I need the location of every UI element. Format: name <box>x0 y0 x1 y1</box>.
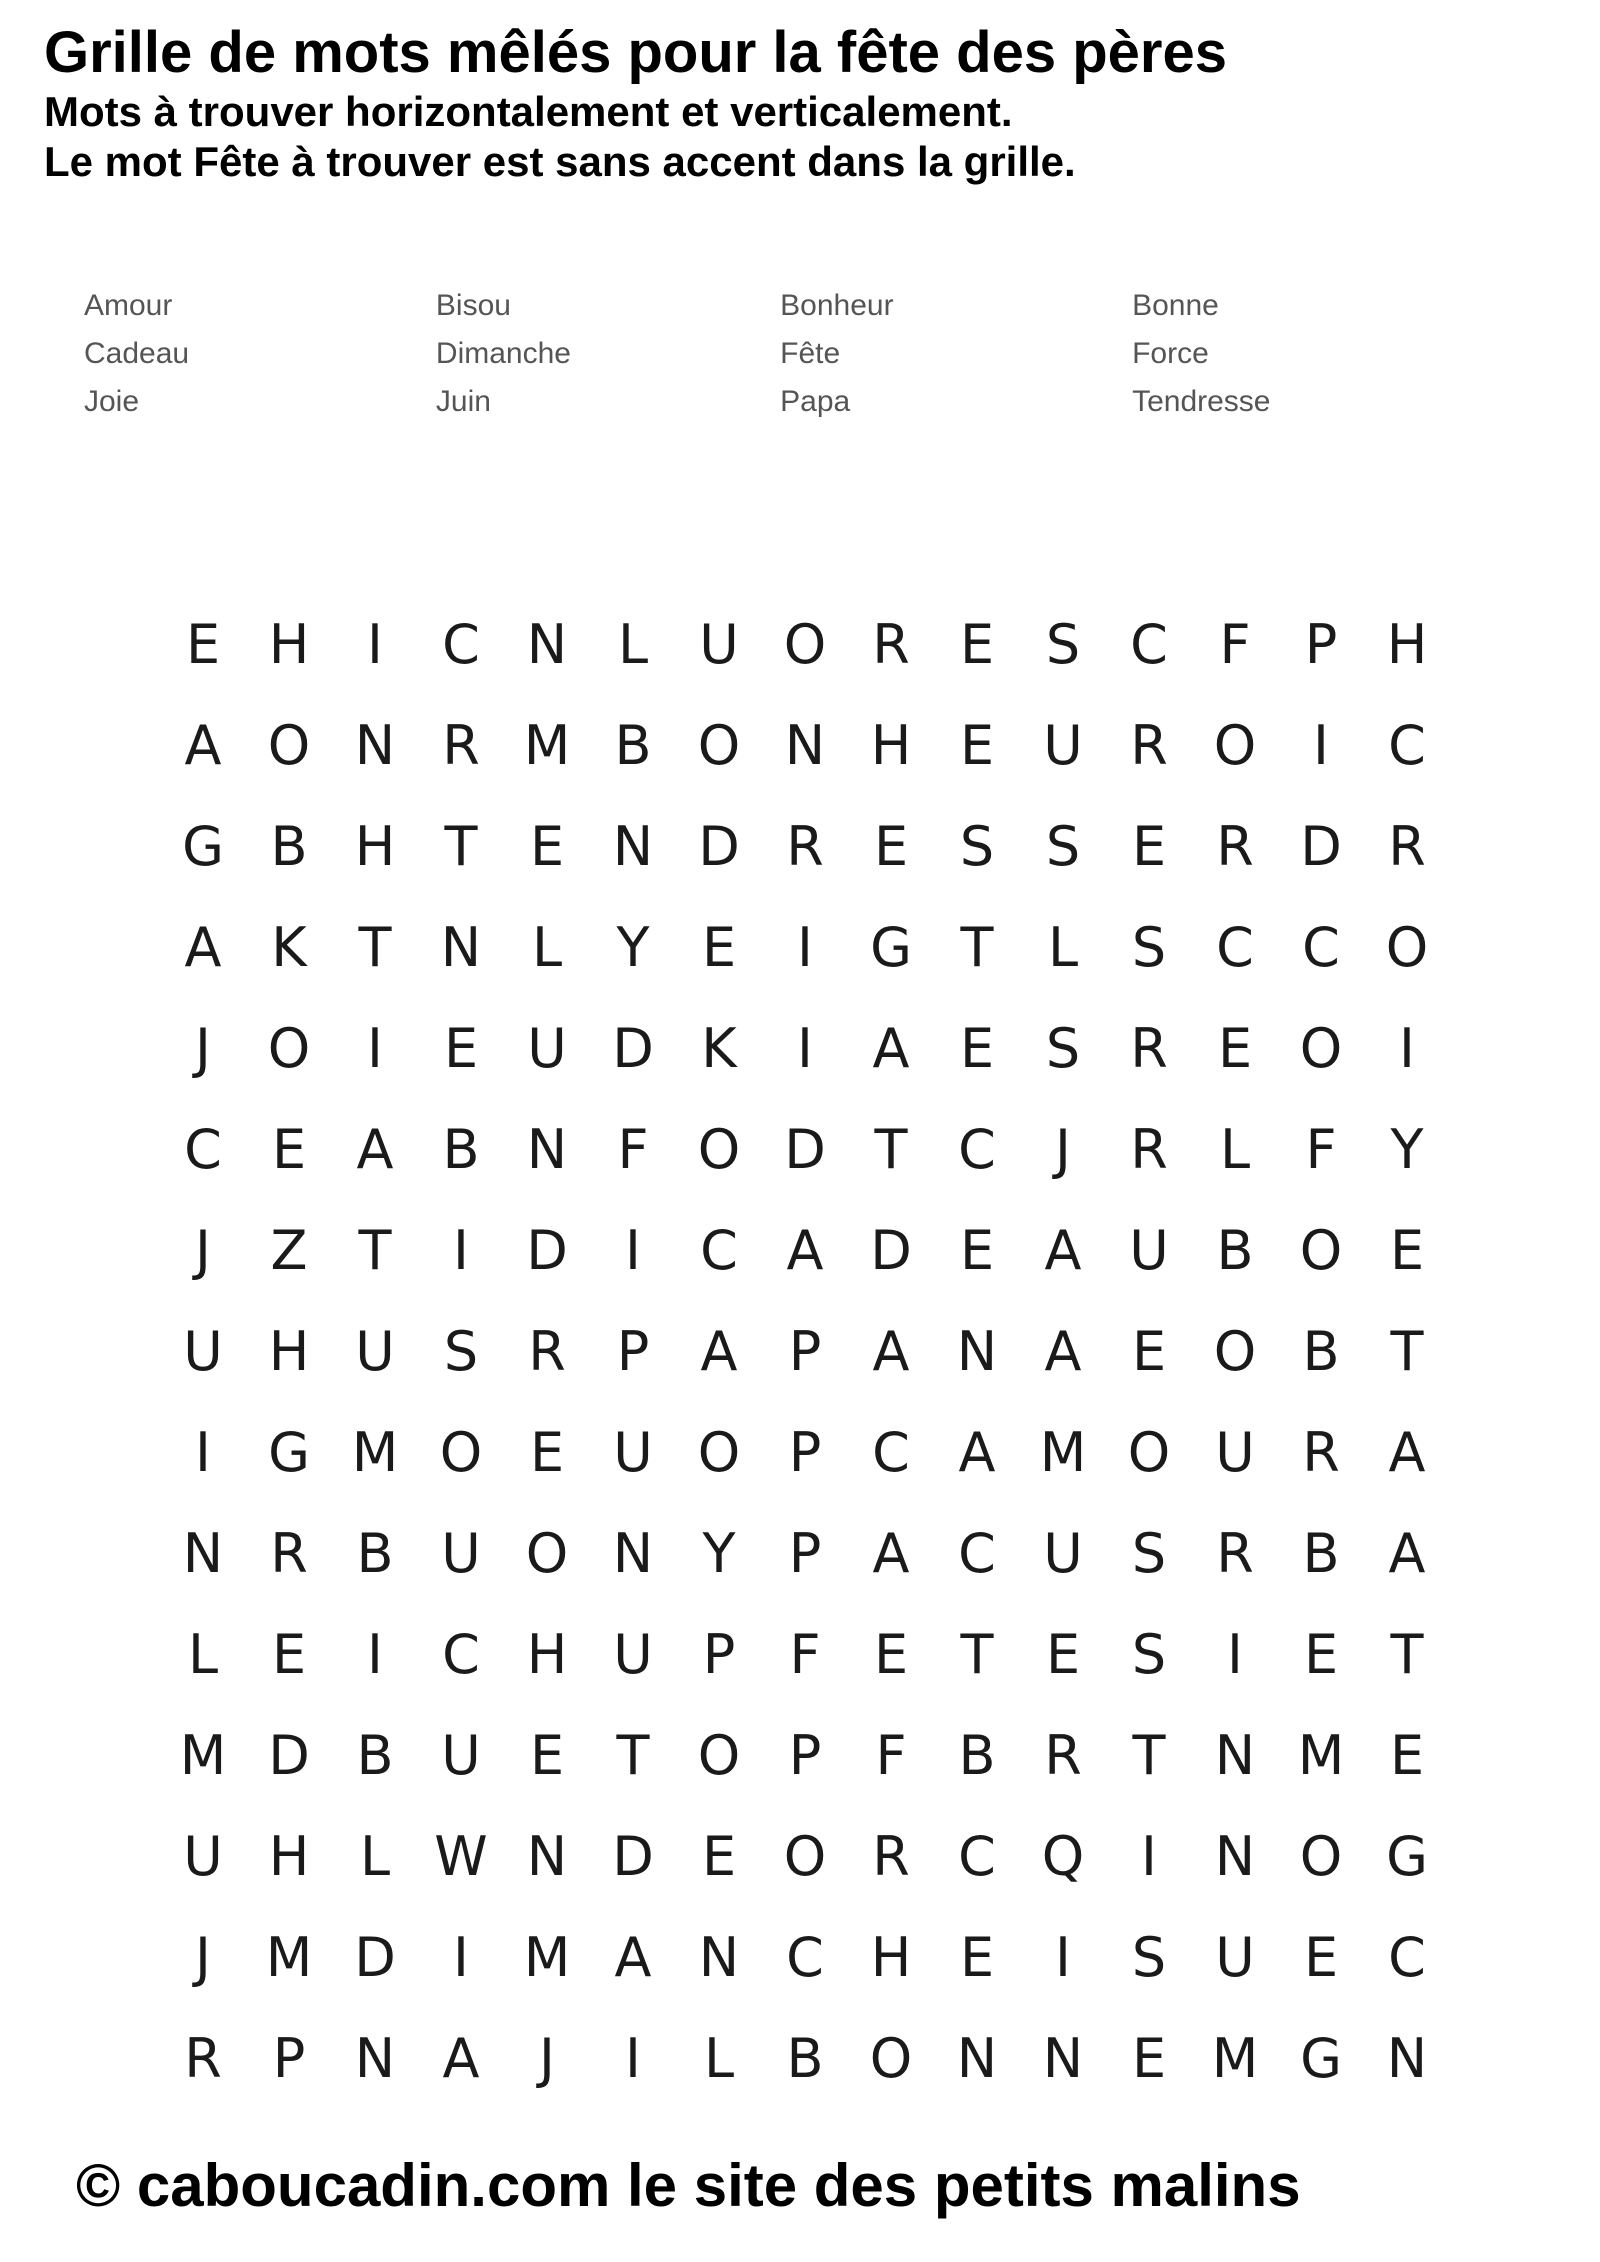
grid-letter: E <box>271 1623 307 1686</box>
grid-letter: F <box>617 1118 649 1181</box>
grid-letter: R <box>1130 1118 1168 1181</box>
grid-letter: J <box>195 1219 211 1282</box>
grid-letter: G <box>182 815 224 878</box>
word-list-row <box>84 330 1484 378</box>
grid-letter: G <box>268 1421 310 1484</box>
grid-letter: C <box>786 1926 824 1989</box>
grid-letter: C <box>442 1623 480 1686</box>
grid-row <box>160 796 1450 897</box>
grid-letter: E <box>959 1926 995 1989</box>
grid-letter: A <box>958 1421 996 1484</box>
grid-letter: E <box>529 815 565 878</box>
grid-letter: N <box>1214 1825 1256 1888</box>
grid-letter: D <box>526 1219 568 1282</box>
page-title: Grille de mots mêlés pour la fête des pères <box>44 20 1227 85</box>
grid-letter: C <box>1302 916 1340 979</box>
grid-letter: O <box>1299 1219 1343 1282</box>
grid-letter: N <box>182 1522 224 1585</box>
grid-letter: U <box>183 1320 223 1383</box>
grid-letter: N <box>440 916 482 979</box>
grid-letter: U <box>1043 714 1083 777</box>
grid-letter: U <box>1129 1219 1169 1282</box>
grid-letter: F <box>875 1724 907 1787</box>
grid-row <box>160 998 1450 1099</box>
grid-letter: Y <box>702 1522 736 1585</box>
grid-letter: D <box>268 1724 310 1787</box>
grid-letter: I <box>367 613 383 676</box>
grid-letter: K <box>701 1017 737 1080</box>
grid-row <box>160 1099 1450 1200</box>
grid-letter: P <box>272 2027 306 2090</box>
grid-letter: C <box>442 613 480 676</box>
grid-letter: U <box>183 1825 223 1888</box>
grid-letter: R <box>1130 714 1168 777</box>
grid-letter: I <box>625 2027 641 2090</box>
grid-letter: B <box>786 2027 824 2090</box>
grid-row <box>160 1604 1450 1705</box>
grid-letter: B <box>1302 1522 1340 1585</box>
grid-letter: B <box>1216 1219 1254 1282</box>
grid-letter: O <box>869 2027 913 2090</box>
grid-letter: P <box>702 1623 736 1686</box>
grid-letter: T <box>1390 1320 1424 1383</box>
grid-row <box>160 2008 1450 2109</box>
grid-letter: E <box>1389 1724 1425 1787</box>
grid-letter: R <box>184 2027 222 2090</box>
grid-letter: O <box>1299 1825 1343 1888</box>
grid-letter: N <box>1386 2027 1428 2090</box>
grid-letter: I <box>797 1017 813 1080</box>
grid-row <box>160 1301 1450 1402</box>
grid-letter: G <box>870 916 912 979</box>
grid-letter: S <box>1131 1522 1167 1585</box>
grid-letter: A <box>442 2027 480 2090</box>
grid-letter: A <box>614 1926 652 1989</box>
grid-letter: N <box>526 1118 568 1181</box>
grid-letter: A <box>184 916 222 979</box>
grid-row <box>160 1402 1450 1503</box>
grid-letter: E <box>1045 1623 1081 1686</box>
grid-letter: U <box>1215 1421 1255 1484</box>
grid-letter: N <box>612 815 654 878</box>
grid-letter: N <box>1214 1724 1256 1787</box>
grid-letter: E <box>529 1421 565 1484</box>
word-to-find: Bisou <box>435 289 511 322</box>
grid-letter: C <box>1130 613 1168 676</box>
grid-letter: O <box>1127 1421 1171 1484</box>
grid-letter: R <box>1130 1017 1168 1080</box>
grid-letter: T <box>358 1219 392 1282</box>
grid-row <box>160 1907 1450 2008</box>
grid-letter: E <box>959 613 995 676</box>
grid-letter: P <box>788 1724 822 1787</box>
grid-letter: D <box>612 1017 654 1080</box>
grid-letter: D <box>1300 815 1342 878</box>
grid-letter: O <box>697 1421 741 1484</box>
grid-row <box>160 1200 1450 1301</box>
grid-letter: M <box>1211 2027 1259 2090</box>
grid-letter: R <box>528 1320 566 1383</box>
grid-letter: I <box>367 1623 383 1686</box>
grid-letter: E <box>873 1623 909 1686</box>
grid-letter: C <box>1388 1926 1426 1989</box>
grid-letter: N <box>956 2027 998 2090</box>
grid-letter: C <box>184 1118 222 1181</box>
word-list-row <box>84 282 1484 330</box>
grid-letter: S <box>1045 613 1081 676</box>
grid-letter: U <box>441 1522 481 1585</box>
grid-letter: O <box>1213 1320 1257 1383</box>
grid-letter: C <box>1388 714 1426 777</box>
grid-letter: R <box>1216 815 1254 878</box>
grid-letter: N <box>784 714 826 777</box>
grid-letter: P <box>788 1421 822 1484</box>
grid-letter: B <box>356 1522 394 1585</box>
grid-letter: L <box>1047 916 1079 979</box>
grid-letter: Y <box>1390 1118 1424 1181</box>
word-to-find: Cadeau <box>84 337 190 370</box>
grid-letter: E <box>1131 1320 1167 1383</box>
grid-letter: B <box>270 815 308 878</box>
grid-letter: U <box>355 1320 395 1383</box>
grid-letter: M <box>1039 1421 1087 1484</box>
grid-row <box>160 897 1450 998</box>
grid-row <box>160 594 1450 695</box>
grid-letter: M <box>523 714 571 777</box>
grid-letter: D <box>354 1926 396 1989</box>
grid-letter: J <box>539 2027 555 2090</box>
grid-letter: D <box>870 1219 912 1282</box>
grid-letter: A <box>1044 1320 1082 1383</box>
grid-letter: S <box>443 1320 479 1383</box>
grid-letter: R <box>872 613 910 676</box>
grid-letter: T <box>1132 1724 1166 1787</box>
grid-letter: N <box>1042 2027 1084 2090</box>
grid-letter: W <box>434 1825 488 1888</box>
word-search-grid <box>160 594 1450 2109</box>
grid-row <box>160 1806 1450 1907</box>
grid-letter: D <box>698 815 740 878</box>
grid-letter: L <box>1219 1118 1251 1181</box>
grid-letter: C <box>872 1421 910 1484</box>
grid-letter: H <box>870 1926 912 1989</box>
word-list <box>84 282 1484 426</box>
grid-letter: R <box>1388 815 1426 878</box>
grid-letter: U <box>441 1724 481 1787</box>
grid-letter: O <box>697 1118 741 1181</box>
grid-letter: M <box>351 1421 399 1484</box>
grid-letter: I <box>625 1219 641 1282</box>
grid-letter: O <box>783 1825 827 1888</box>
grid-letter: A <box>872 1320 910 1383</box>
grid-letter: O <box>697 714 741 777</box>
grid-letter: I <box>195 1421 211 1484</box>
grid-letter: C <box>700 1219 738 1282</box>
footer-credit: © caboucadin.com le site des petits malins <box>76 2152 1301 2219</box>
grid-row <box>160 1503 1450 1604</box>
grid-letter: E <box>1131 2027 1167 2090</box>
word-to-find: Dimanche <box>435 337 571 370</box>
grid-letter: U <box>699 613 739 676</box>
grid-letter: E <box>443 1017 479 1080</box>
grid-letter: T <box>358 916 392 979</box>
grid-letter: H <box>268 613 310 676</box>
grid-letter: A <box>1388 1522 1426 1585</box>
word-to-find: Fête <box>780 337 841 370</box>
grid-letter: C <box>1216 916 1254 979</box>
grid-letter: A <box>1388 1421 1426 1484</box>
grid-letter: D <box>784 1118 826 1181</box>
grid-letter: I <box>1313 714 1329 777</box>
grid-letter: L <box>531 916 563 979</box>
grid-letter: R <box>1044 1724 1082 1787</box>
grid-letter: R <box>1216 1522 1254 1585</box>
grid-letter: L <box>703 2027 735 2090</box>
grid-letter: O <box>1213 714 1257 777</box>
grid-letter: N <box>612 1522 654 1585</box>
grid-letter: I <box>1141 1825 1157 1888</box>
grid-letter: E <box>529 1724 565 1787</box>
grid-letter: H <box>870 714 912 777</box>
grid-letter: E <box>959 1017 995 1080</box>
grid-letter: E <box>701 1825 737 1888</box>
grid-letter: P <box>788 1320 822 1383</box>
grid-letter: P <box>1304 613 1338 676</box>
grid-letter: H <box>354 815 396 878</box>
grid-letter: N <box>526 613 568 676</box>
grid-letter: E <box>271 1118 307 1181</box>
grid-letter: S <box>1045 815 1081 878</box>
grid-letter: R <box>1302 1421 1340 1484</box>
grid-letter: C <box>958 1118 996 1181</box>
grid-letter: Q <box>1041 1825 1085 1888</box>
grid-letter: O <box>1385 916 1429 979</box>
grid-letter: G <box>1386 1825 1428 1888</box>
grid-letter: J <box>195 1926 211 1989</box>
grid-letter: I <box>1399 1017 1415 1080</box>
grid-letter: Z <box>270 1219 308 1282</box>
grid-letter: H <box>526 1623 568 1686</box>
grid-letter: E <box>1217 1017 1253 1080</box>
grid-letter: A <box>700 1320 738 1383</box>
word-list-row <box>84 378 1484 426</box>
grid-letter: E <box>185 613 221 676</box>
grid-letter: F <box>1305 1118 1337 1181</box>
grid-letter: P <box>616 1320 650 1383</box>
grid-letter: R <box>442 714 480 777</box>
grid-letter: N <box>526 1825 568 1888</box>
grid-letter: M <box>265 1926 313 1989</box>
grid-letter: O <box>267 1017 311 1080</box>
instructions-line-2: Le mot Fête à trouver est sans accent dans la grille. <box>44 138 1076 185</box>
grid-letter: N <box>956 1320 998 1383</box>
grid-letter: O <box>697 1724 741 1787</box>
grid-letter: H <box>268 1825 310 1888</box>
grid-letter: S <box>1131 916 1167 979</box>
grid-letter: O <box>525 1522 569 1585</box>
grid-letter: N <box>354 714 396 777</box>
grid-letter: U <box>1043 1522 1083 1585</box>
grid-letter: B <box>356 1724 394 1787</box>
grid-letter: R <box>872 1825 910 1888</box>
grid-letter: E <box>1303 1623 1339 1686</box>
grid-letter: H <box>1386 613 1428 676</box>
grid-letter: S <box>1131 1623 1167 1686</box>
grid-letter: I <box>797 916 813 979</box>
grid-letter: O <box>439 1421 483 1484</box>
grid-letter: E <box>1389 1219 1425 1282</box>
grid-letter: U <box>613 1421 653 1484</box>
word-to-find: Bonheur <box>780 289 894 322</box>
grid-letter: B <box>958 1724 996 1787</box>
grid-letter: S <box>1131 1926 1167 1989</box>
word-to-find: Papa <box>780 385 851 418</box>
grid-letter: U <box>1215 1926 1255 1989</box>
grid-letter: A <box>786 1219 824 1282</box>
grid-letter: B <box>1302 1320 1340 1383</box>
grid-letter: B <box>614 714 652 777</box>
grid-letter: M <box>1297 1724 1345 1787</box>
grid-letter: I <box>453 1926 469 1989</box>
grid-letter: P <box>788 1522 822 1585</box>
grid-letter: U <box>527 1017 567 1080</box>
grid-row <box>160 1705 1450 1806</box>
grid-letter: R <box>786 815 824 878</box>
grid-letter: L <box>617 613 649 676</box>
grid-letter: T <box>874 1118 908 1181</box>
grid-letter: O <box>783 613 827 676</box>
grid-letter: T <box>960 916 994 979</box>
grid-letter: I <box>1055 1926 1071 1989</box>
grid-letter: Y <box>616 916 650 979</box>
grid-letter: T <box>444 815 478 878</box>
grid-letter: M <box>523 1926 571 1989</box>
grid-letter: L <box>359 1825 391 1888</box>
grid-letter: F <box>789 1623 821 1686</box>
word-to-find: Bonne <box>1132 289 1219 322</box>
grid-letter: C <box>958 1522 996 1585</box>
grid-letter: E <box>873 815 909 878</box>
grid-letter: I <box>367 1017 383 1080</box>
grid-letter: N <box>354 2027 396 2090</box>
grid-letter: E <box>701 916 737 979</box>
grid-letter: A <box>356 1118 394 1181</box>
grid-letter: H <box>268 1320 310 1383</box>
grid-letter: D <box>612 1825 654 1888</box>
grid-letter: L <box>187 1623 219 1686</box>
grid-letter: K <box>271 916 307 979</box>
word-to-find: Force <box>1132 337 1209 370</box>
word-to-find: Tendresse <box>1132 385 1271 418</box>
grid-row <box>160 695 1450 796</box>
grid-letter: T <box>616 1724 650 1787</box>
grid-letter: F <box>1219 613 1251 676</box>
grid-letter: G <box>1300 2027 1342 2090</box>
grid-letter: T <box>1390 1623 1424 1686</box>
word-to-find: Amour <box>84 289 173 322</box>
grid-letter: U <box>613 1623 653 1686</box>
grid-letter: M <box>179 1724 227 1787</box>
grid-letter: A <box>872 1522 910 1585</box>
grid-letter: C <box>958 1825 996 1888</box>
grid-letter: I <box>453 1219 469 1282</box>
grid-letter: R <box>270 1522 308 1585</box>
grid-letter: E <box>1303 1926 1339 1989</box>
grid-letter: B <box>442 1118 480 1181</box>
grid-letter: O <box>267 714 311 777</box>
grid-letter: I <box>1227 1623 1243 1686</box>
grid-letter: O <box>1299 1017 1343 1080</box>
grid-letter: E <box>959 714 995 777</box>
grid-letter: N <box>698 1926 740 1989</box>
grid-letter: S <box>1045 1017 1081 1080</box>
word-to-find: Juin <box>435 385 491 418</box>
grid-letter: E <box>959 1219 995 1282</box>
grid-letter: T <box>960 1623 994 1686</box>
grid-letter: J <box>1055 1118 1071 1181</box>
grid-letter: A <box>872 1017 910 1080</box>
grid-letter: E <box>1131 815 1167 878</box>
grid-letter: S <box>959 815 995 878</box>
word-to-find: Joie <box>84 385 140 418</box>
grid-letter: J <box>195 1017 211 1080</box>
grid-letter: A <box>184 714 222 777</box>
grid-letter: A <box>1044 1219 1082 1282</box>
instructions-line-1: Mots à trouver horizontalement et verticalement. <box>44 88 1013 135</box>
